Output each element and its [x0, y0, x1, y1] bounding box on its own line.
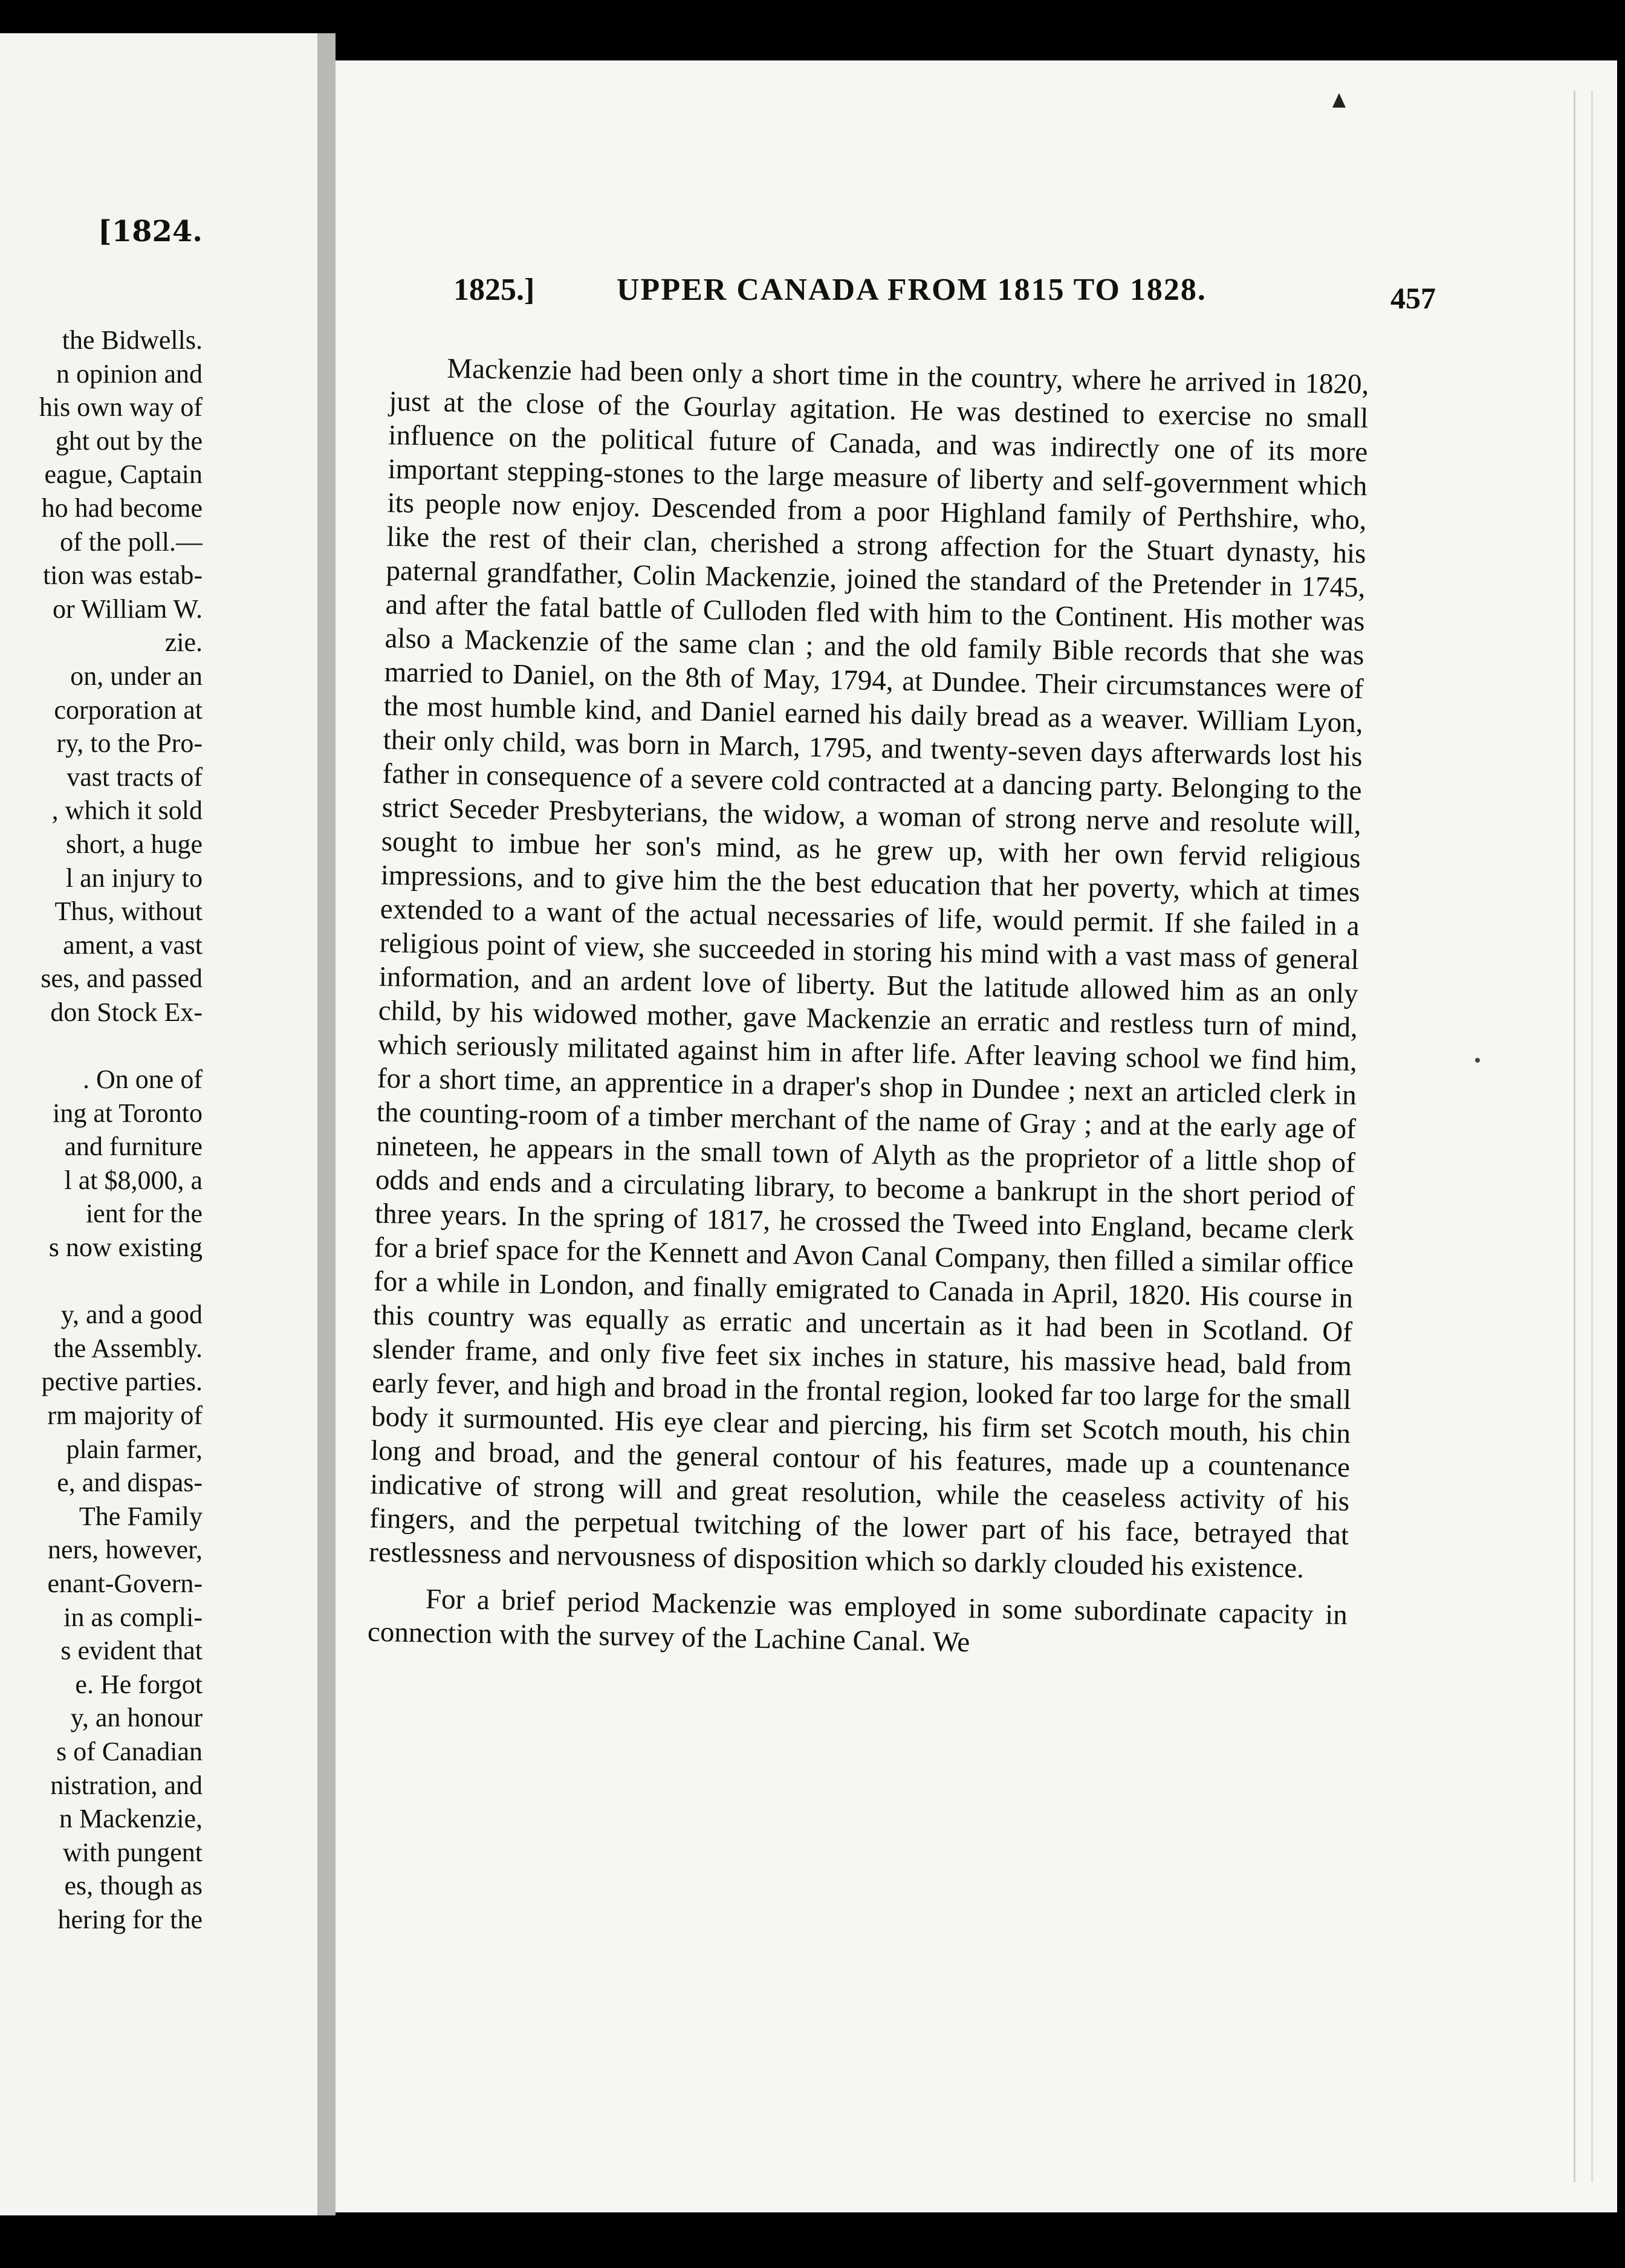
left-text-line: tion was estab-	[43, 560, 203, 591]
left-text-line: y, an honour	[70, 1703, 203, 1733]
left-text-line: ament, a vast	[63, 930, 203, 960]
left-text-line: ho had become	[41, 493, 203, 523]
left-text-line: es, though as	[64, 1871, 203, 1901]
left-text-line: with pungent	[63, 1837, 203, 1867]
left-text-line: ght out by the	[55, 426, 203, 456]
left-text-line: n Mackenzie,	[59, 1804, 203, 1834]
left-text-line: his own way of	[39, 392, 203, 423]
left-text-line: corporation at	[54, 695, 203, 725]
left-text-line: in as compli-	[63, 1602, 203, 1632]
left-text-line: . On one of	[83, 1064, 203, 1095]
left-text-line: the Bidwells.	[62, 325, 203, 355]
header-year: 1825.]	[453, 273, 535, 307]
left-text-line: e. He forgot	[75, 1669, 203, 1699]
body-text	[368, 351, 1369, 1666]
paragraph: For a brief period Mackenzie was employed in some subordinate capacity in connection with the survey of the Lachine Canal. We	[367, 1583, 1348, 1659]
left-text-line: l at $8,000, a	[64, 1165, 203, 1195]
left-text-line: enant-Govern-	[47, 1568, 203, 1598]
left-text-line: hering for the	[57, 1904, 203, 1934]
left-text-line: e, and dispas-	[57, 1468, 203, 1498]
left-text-line: short, a huge	[65, 829, 203, 859]
left-text-line: eague, Captain	[44, 459, 203, 490]
left-text-line: y, and a good	[60, 1300, 203, 1330]
left-text-line: the Assembly.	[53, 1333, 203, 1363]
scan-mark	[1330, 92, 1348, 110]
left-text-line	[0, 1265, 203, 1298]
left-text-line: The Family	[79, 1501, 203, 1531]
left-text-line: s now existing	[48, 1233, 203, 1263]
left-text-line: ners, however,	[47, 1535, 203, 1565]
scan-speck	[1475, 1058, 1480, 1063]
left-text-line	[0, 1029, 203, 1063]
left-page	[0, 33, 317, 2215]
right-page	[336, 60, 1617, 2212]
left-text-line: ient for the	[85, 1199, 203, 1229]
left-text-line: pective parties.	[41, 1367, 203, 1397]
left-text-line: on, under an	[70, 661, 203, 691]
left-text-line: don Stock Ex-	[50, 997, 203, 1027]
left-text-line: of the poll.—	[60, 526, 203, 557]
left-text-line: ing at Toronto	[53, 1098, 203, 1128]
left-text-line: nistration, and	[50, 1770, 203, 1800]
page-header	[453, 272, 1436, 320]
left-text-line: vast tracts of	[66, 762, 203, 792]
left-page-text	[0, 323, 203, 1937]
left-text-line: l an injury to	[65, 863, 203, 893]
book-gutter	[317, 33, 336, 2215]
left-text-line: and furniture	[64, 1132, 203, 1162]
page-edge	[1574, 91, 1593, 2182]
left-text-line: , which it sold	[51, 795, 203, 826]
left-text-line: plain farmer,	[66, 1434, 203, 1464]
left-text-line: zie.	[164, 627, 203, 658]
running-title: UPPER CANADA FROM 1815 TO 1828.	[617, 273, 1207, 307]
left-text-line: Thus, without	[54, 896, 203, 927]
left-text-line: or William W.	[53, 594, 203, 624]
left-running-head: [1824.	[97, 215, 203, 248]
paragraph: Mackenzie had been only a short time in the country, where he arrived in 1820, just at the close of the Gourlay agitation. He was destined to exercise no small influence on the political future of Canada, and was indirectly one of its more important stepping-stones to the large measure of liberty and self-government which its people now enjoy. Descended from a poor Highland family of Perthshire, who, like the rest of their clan, cherished a strong affection for the Stuart dynasty, his paternal grandfather, Colin Mackenzie, joined the standard of the Pretender in 1745, and after the fatal battle of Culloden fled with him to the Continent. His mother was also a Mackenzie of the same clan ; and the old family Bible records that she was married to Daniel, on the 8th of May, 1794, at Dundee. Their circumstances were of the most humble kind, and Daniel earned his daily bread as a weaver. William Lyon, their only child, was born in March, 1795, and twenty-seven days afterwards lost his father in consequence of a severe cold contracted at a dancing party. Belonging to the strict Seceder Presbyterians, the widow, a woman of strong nerve and resolute will, sought to imbue her son's mind, as he grew up, with her own fervid religious impressions, and to give him the the best education that her poverty, which at times extended to a want of the actual necessaries of life, would permit. If she failed in a religious point of view, she succeeded in storing his mind with a vast mass of general information, and an ardent love of liberty. But the latitude allowed him as an only child, by his widowed mother, gave Mackenzie an erratic and restless turn of mind, which seriously militated against him in after life. After leaving school we find him, for a short time, an apprentice in a draper's shop in Dundee ; next an articled clerk in the counting-room of a timber merchant of the name of Gray ; and at the early age of nineteen, he appears in the small town of Alyth as the proprietor of a little shop of odds and ends and a circulating library, to become a bankrupt in the short period of three years. In the spring of 1817, he crossed the Tweed into England, became clerk for a brief space for the Kennett and Avon Canal Company, then filled a similar office for a while in London, and finally emigrated to Canada in April, 1820. His course in this country was equally as erratic and uncertain as it had been in Scotland. Of slender frame, and only five feet six inches in stature, his massive head, bald from early fever, and high and broad in the frontal region, looked far too large for the small body it surmounted. His eye clear and piercing, his firm set Scotch mouth, his chin long and broad, and the general contour of his features, made up a countenance indicative of strong will and great resolution, while the ceaseless activity of his fingers, and the perpetual twitching of the lower part of his face, betrayed that restlessness and nervousness of disposition which so darkly clouded his existence.	[368, 352, 1369, 1584]
left-text-line: rm majority of	[47, 1401, 203, 1430]
page-number: 457	[1390, 281, 1436, 315]
left-text-line: ses, and passed	[41, 964, 203, 994]
left-text-line: ry, to the Pro-	[56, 728, 203, 759]
left-text-line: s of Canadian	[56, 1736, 203, 1766]
left-text-line: s evident that	[60, 1636, 203, 1666]
left-text-line: n opinion and	[56, 358, 203, 389]
